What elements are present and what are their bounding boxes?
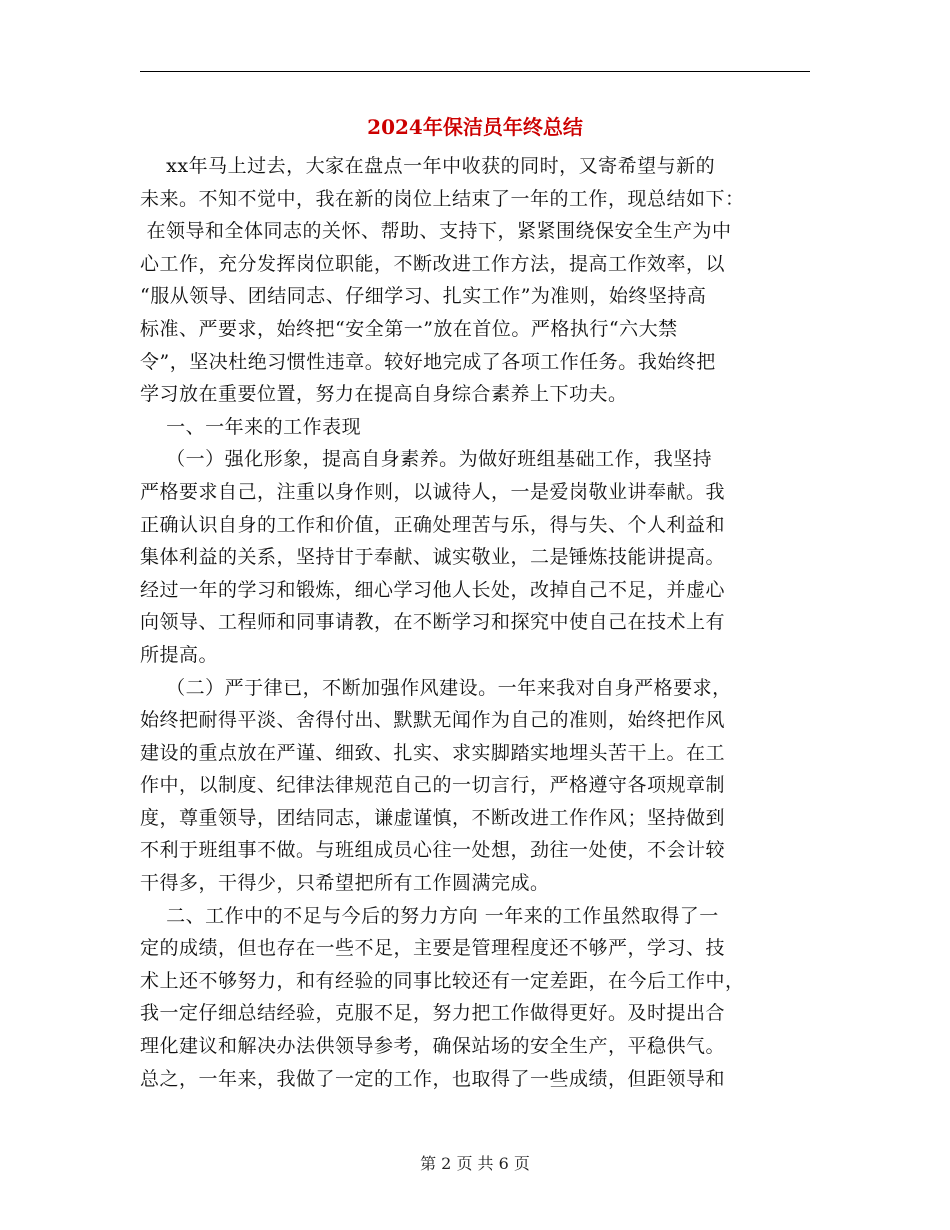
body-line: 向领导、工程师和同事请教，在不断学习和探究中使自己在技术上有 <box>140 611 726 634</box>
body-line: 集体利益的关系，坚持甘于奉献、诚实敬业，二是锤炼技能讲提高。 <box>140 546 726 569</box>
body-line: 定的成绩，但也存在一些不足，主要是管理程度还不够严，学习、技 <box>140 937 726 960</box>
body-line: 所提高。 <box>140 643 219 666</box>
document-title: 2024年保洁员年终总结 <box>367 115 583 139</box>
body-line: 正确认识自身的工作和价值，正确处理苦与乐，得与失、个人利益和 <box>140 513 726 536</box>
body-line: 经过一年的学习和锻炼，细心学习他人长处，改掉自己不足，并虚心 <box>140 578 726 601</box>
body-line: 总之，一年来，我做了一定的工作，也取得了一些成绩，但距领导和 <box>140 1067 726 1090</box>
body-line: 建设的重点放在严谨、细致、扎实、求实脚踏实地埋头苦干上。在工 <box>140 741 726 764</box>
body-line: 我一定仔细总结经验，克服不足，努力把工作做得更好。及时提出合 <box>140 1002 726 1025</box>
body-line: 术上还不够努力，和有经验的同事比较还有一定差距，在今后工作中， <box>140 969 745 992</box>
body-line: 干得多，干得少，只希望把所有工作圆满完成。 <box>140 872 550 895</box>
body-line: xx年马上过去，大家在盘点一年中收获的同时，又寄希望与新的 <box>140 155 716 177</box>
body-line: 作中，以制度、纪律法律规范自己的一切言行，严格遵守各项规章制 <box>140 774 726 797</box>
body-line: 不利于班组事不做。与班组成员心往一处想，劲往一处使，不会计较 <box>140 839 726 862</box>
section-heading: 一、一年来的工作表现 <box>140 415 362 438</box>
body-line: 学习放在重要位置，努力在提高自身综合素养上下功夫。 <box>140 383 628 406</box>
body-line: 始终把耐得平淡、舍得付出、默默无闻作为自己的准则，始终把作风 <box>140 709 726 732</box>
body-line: 在领导和全体同志的关怀、帮助、支持下，紧紧围绕保安全生产为中 <box>140 220 732 243</box>
body-line: 令”，坚决杜绝习惯性违章。较好地完成了各项工作任务。我始终把 <box>140 350 716 373</box>
body-line: 理化建议和解决办法供领导参考，确保站场的安全生产，平稳供气。 <box>140 1035 726 1058</box>
body-line: 度，尊重领导，团结同志，谦虚谨慎，不断改进工作作风；坚持做到 <box>140 806 726 829</box>
header-rule <box>140 71 810 72</box>
body-line: 二、工作中的不足与今后的努力方向 一年来的工作虽然取得了一 <box>140 904 719 927</box>
document-body <box>140 150 810 1095</box>
body-line: “服从领导、团结同志、仔细学习、扎实工作”为准则，始终坚持高 <box>140 285 707 308</box>
body-line: （一）强化形象，提高自身素养。为做好班组基础工作，我坚持 <box>140 448 713 471</box>
body-line: 未来。不知不觉中，我在新的岗位上结束了一年的工作，现总结如下： <box>140 187 745 210</box>
page-number: 第 2 页 共 6 页 <box>420 1154 530 1173</box>
body-line: 标准、严要求，始终把“安全第一”放在首位。严格执行“六大禁 <box>140 317 678 340</box>
body-line: 严格要求自己，注重以身作则，以诚待人，一是爱岗敬业讲奉献。我 <box>140 480 726 503</box>
body-line: 心工作，充分发挥岗位职能，不断改进工作方法，提高工作效率，以 <box>140 252 726 275</box>
body-line: （二）严于律已，不断加强作风建设。一年来我对自身严格要求， <box>140 676 732 699</box>
